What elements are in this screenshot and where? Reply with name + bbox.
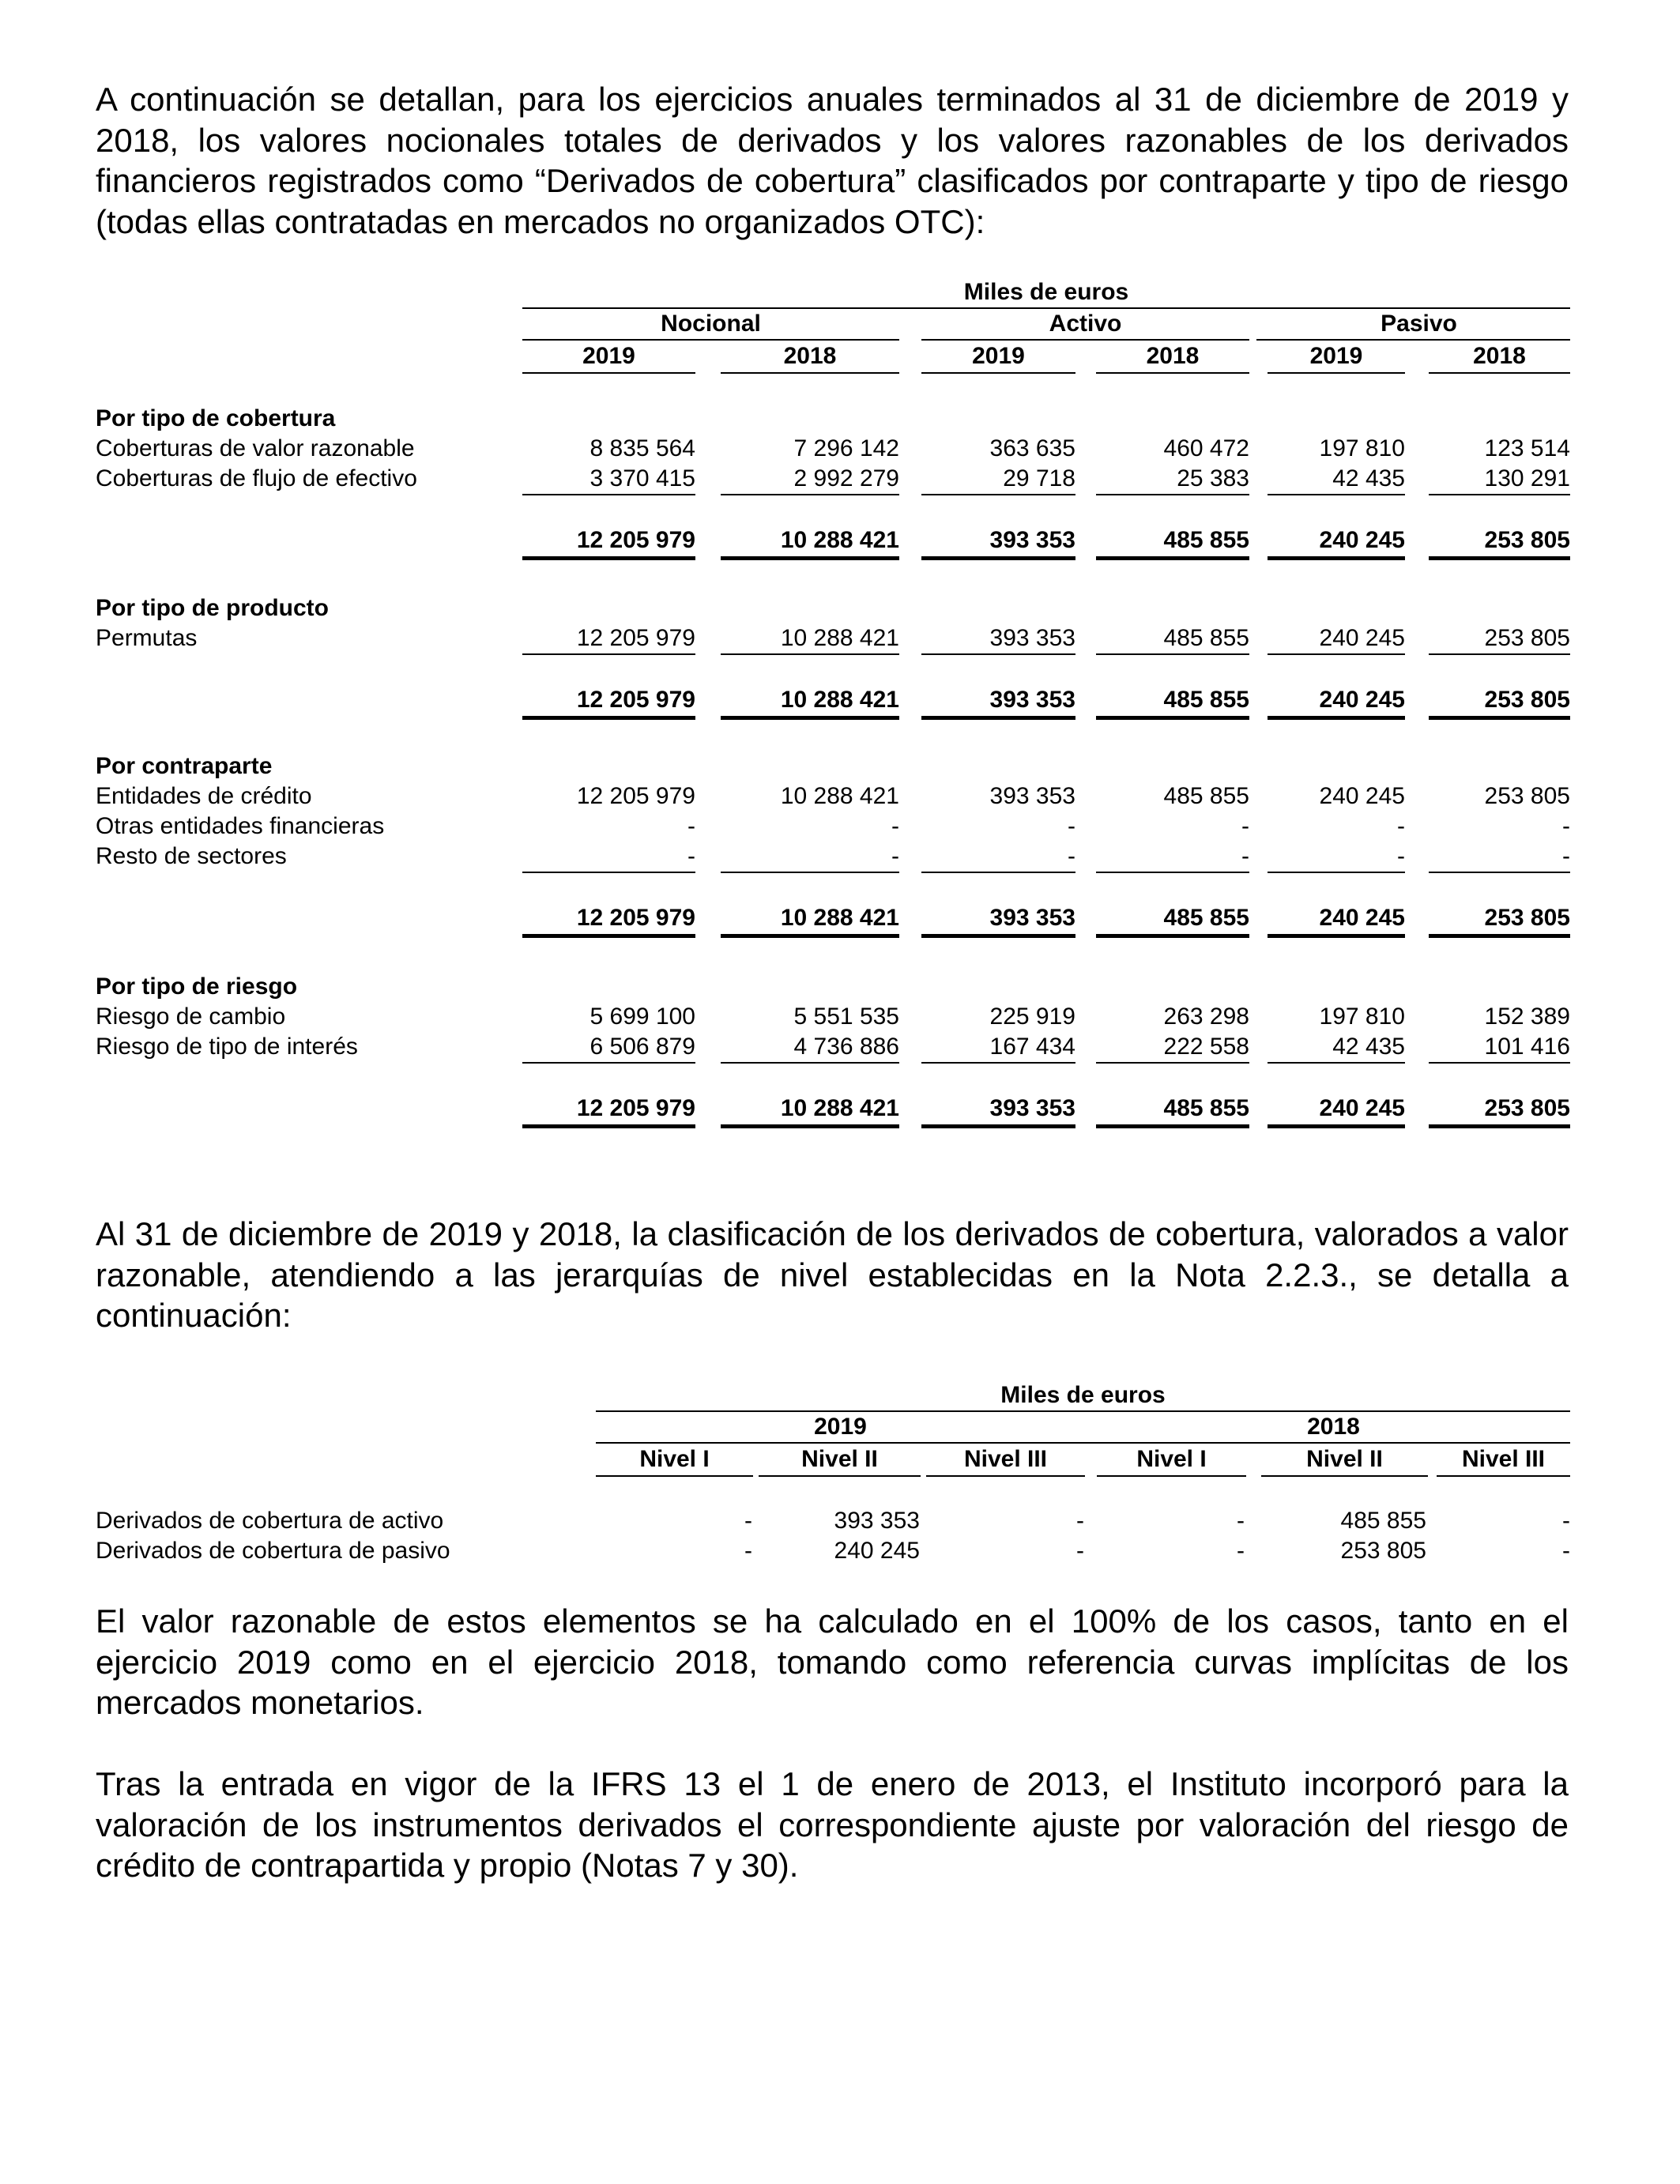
subtotal-rule — [1268, 494, 1405, 495]
cell-value: 197 810 — [1319, 435, 1405, 461]
fair-value-method-paragraph: El valor razonable de estos elementos se ha calculado en el 100% de los casos, tanto en el ejercicio 2019 como en el ejercicio 2018, tomando como referencia curvas implícitas de los mercados monetarios. — [96, 1602, 1569, 1721]
total-double-rule — [721, 934, 899, 938]
table1-year-header: 2019 — [582, 343, 635, 369]
table1-year-rule — [921, 372, 1075, 374]
cell-value: - — [687, 813, 695, 839]
total-value: 393 353 — [989, 527, 1075, 553]
table1-unit-label: Miles de euros — [963, 279, 1129, 305]
section-title: Por contraparte — [96, 753, 273, 779]
subtotal-rule — [1429, 494, 1570, 495]
cell-value: 6 506 879 — [590, 1034, 695, 1060]
total-value: 253 805 — [1484, 905, 1570, 931]
subtotal-rule — [1429, 653, 1570, 655]
total-value: 485 855 — [1163, 527, 1249, 553]
ifrs13-paragraph: Tras la entrada en vigor de la IFRS 13 el 1 de enero de 2013, el Instituto incorporó para la valoración de los instrumentos derivados el correspondiente ajuste por valoración del riesgo de crédito de contrapartida y propio (Notas 7 y 30). — [96, 1765, 1569, 1884]
subtotal-rule — [522, 872, 695, 873]
subtotal-rule — [921, 494, 1075, 495]
cell-value: 485 855 — [1163, 783, 1249, 809]
subtotal-rule — [921, 872, 1075, 873]
cell-value: 263 298 — [1163, 1004, 1249, 1030]
cell-value: - — [891, 843, 899, 869]
cell-value: 393 353 — [989, 625, 1075, 651]
cell-value: 42 435 — [1332, 1034, 1405, 1060]
total-double-rule — [721, 716, 899, 720]
subtotal-rule — [1429, 872, 1570, 873]
cell-value: 222 558 — [1163, 1034, 1249, 1060]
total-value: 253 805 — [1484, 1095, 1570, 1121]
table1-year-header: 2018 — [783, 343, 837, 369]
hierarchy-paragraph: Al 31 de diciembre de 2019 y 2018, la clasificación de los derivados de cobertura, valorados a valor razonable, atendiendo a las jerarquías de nivel establecidas en la Nota 2.2.3., se detalla a continuación: — [96, 1215, 1569, 1334]
subtotal-rule — [522, 653, 695, 655]
table1-unit-rule — [522, 307, 1570, 309]
total-double-rule — [1096, 716, 1249, 720]
subtotal-rule — [1268, 872, 1405, 873]
cell-value: 5 551 535 — [793, 1004, 899, 1030]
row-label: Coberturas de valor razonable — [96, 435, 415, 461]
total-value: 10 288 421 — [780, 905, 899, 931]
cell-value: 240 245 — [1319, 783, 1405, 809]
total-double-rule — [1096, 934, 1249, 938]
total-double-rule — [1268, 934, 1405, 938]
total-double-rule — [1429, 1124, 1570, 1128]
subtotal-rule — [1268, 1062, 1405, 1064]
cell-value: - — [1237, 1538, 1245, 1564]
cell-value: 8 835 564 — [590, 435, 695, 461]
row-label: Otras entidades financieras — [96, 813, 385, 839]
cell-value: 225 919 — [989, 1004, 1075, 1030]
subtotal-rule — [721, 1062, 899, 1064]
table1-year-header: 2019 — [972, 343, 1025, 369]
total-value: 253 805 — [1484, 527, 1570, 553]
section-title: Por tipo de riesgo — [96, 973, 298, 1000]
total-value: 10 288 421 — [780, 527, 899, 553]
total-double-rule — [522, 934, 695, 938]
total-value: 12 205 979 — [576, 687, 695, 713]
cell-value: 485 855 — [1340, 1508, 1426, 1534]
cell-value: - — [1397, 843, 1405, 869]
cell-value: 393 353 — [834, 1508, 920, 1534]
total-double-rule — [921, 716, 1075, 720]
subtotal-rule — [1096, 653, 1249, 655]
cell-value: - — [1076, 1538, 1084, 1564]
total-value: 485 855 — [1163, 905, 1249, 931]
cell-value: - — [1562, 813, 1570, 839]
subtotal-rule — [522, 494, 695, 495]
subtotal-rule — [1096, 494, 1249, 495]
cell-value: 123 514 — [1484, 435, 1570, 461]
table2-level-header: Nivel III — [1461, 1446, 1546, 1472]
table2-level-header: Nivel II — [801, 1446, 878, 1472]
table2-level-rule — [759, 1475, 921, 1477]
cell-value: - — [1237, 1508, 1245, 1534]
subtotal-rule — [1268, 653, 1405, 655]
total-double-rule — [1096, 556, 1249, 560]
cell-value: - — [1562, 1538, 1570, 1564]
cell-value: 10 288 421 — [780, 625, 899, 651]
table2-level-rule — [596, 1475, 753, 1477]
cell-value: 152 389 — [1484, 1004, 1570, 1030]
row-label: Derivados de cobertura de activo — [96, 1508, 444, 1534]
cell-value: 460 472 — [1163, 435, 1249, 461]
total-double-rule — [522, 1124, 695, 1128]
total-double-rule — [1268, 1124, 1405, 1128]
cell-value: 167 434 — [989, 1034, 1075, 1060]
table1-year-rule — [721, 372, 899, 374]
cell-value: - — [1241, 813, 1249, 839]
row-label: Coberturas de flujo de efectivo — [96, 465, 417, 491]
table2-unit-rule — [596, 1410, 1570, 1412]
subtotal-rule — [721, 653, 899, 655]
total-double-rule — [721, 556, 899, 560]
total-double-rule — [921, 934, 1075, 938]
cell-value: - — [1076, 1508, 1084, 1534]
total-value: 393 353 — [989, 687, 1075, 713]
row-label: Derivados de cobertura de pasivo — [96, 1538, 450, 1564]
total-double-rule — [921, 1124, 1075, 1128]
table2-level-header: Nivel I — [639, 1446, 710, 1472]
total-value: 393 353 — [989, 905, 1075, 931]
table2-level-header: Nivel II — [1306, 1446, 1383, 1472]
total-double-rule — [1429, 556, 1570, 560]
total-double-rule — [522, 556, 695, 560]
table1-group-rule — [921, 339, 1249, 341]
total-value: 485 855 — [1163, 687, 1249, 713]
total-value: 10 288 421 — [780, 687, 899, 713]
row-label: Resto de sectores — [96, 843, 287, 869]
table1-group-rule — [522, 339, 899, 341]
total-value: 240 245 — [1319, 905, 1405, 931]
cell-value: 197 810 — [1319, 1004, 1405, 1030]
row-label: Entidades de crédito — [96, 783, 312, 809]
cell-value: 3 370 415 — [590, 465, 695, 491]
total-value: 240 245 — [1319, 527, 1405, 553]
cell-value: - — [1562, 843, 1570, 869]
row-label: Riesgo de tipo de interés — [96, 1034, 358, 1060]
total-value: 253 805 — [1484, 687, 1570, 713]
total-double-rule — [921, 556, 1075, 560]
subtotal-rule — [921, 653, 1075, 655]
subtotal-rule — [1429, 1062, 1570, 1064]
cell-value: - — [1241, 843, 1249, 869]
table1-year-rule — [1096, 372, 1249, 374]
cell-value: 253 805 — [1484, 625, 1570, 651]
total-value: 12 205 979 — [576, 905, 695, 931]
row-label: Permutas — [96, 625, 198, 651]
cell-value: 240 245 — [1319, 625, 1405, 651]
cell-value: - — [744, 1508, 752, 1534]
subtotal-rule — [721, 872, 899, 873]
table2-unit-label: Miles de euros — [1000, 1382, 1166, 1408]
cell-value: - — [891, 813, 899, 839]
total-value: 240 245 — [1319, 1095, 1405, 1121]
cell-value: 5 699 100 — [590, 1004, 695, 1030]
cell-value: - — [1397, 813, 1405, 839]
section-title: Por tipo de producto — [96, 595, 329, 621]
total-double-rule — [1268, 556, 1405, 560]
total-value: 10 288 421 — [780, 1095, 899, 1121]
cell-value: 253 805 — [1340, 1538, 1426, 1564]
total-value: 485 855 — [1163, 1095, 1249, 1121]
cell-value: 393 353 — [989, 783, 1075, 809]
section-title: Por tipo de cobertura — [96, 405, 336, 431]
total-value: 12 205 979 — [576, 527, 695, 553]
subtotal-rule — [1096, 872, 1249, 873]
table1-group-header: Activo — [1049, 311, 1122, 337]
total-double-rule — [721, 1124, 899, 1128]
table2-year-header: 2018 — [1307, 1414, 1360, 1440]
cell-value: 2 992 279 — [793, 465, 899, 491]
cell-value: 240 245 — [834, 1538, 920, 1564]
cell-value: 130 291 — [1484, 465, 1570, 491]
table1-year-rule — [522, 372, 695, 374]
table2-year-header: 2019 — [814, 1414, 867, 1440]
cell-value: 4 736 886 — [793, 1034, 899, 1060]
total-value: 240 245 — [1319, 687, 1405, 713]
cell-value: 7 296 142 — [793, 435, 899, 461]
table1-year-header: 2018 — [1473, 343, 1526, 369]
cell-value: - — [1068, 813, 1075, 839]
subtotal-rule — [721, 494, 899, 495]
row-label: Riesgo de cambio — [96, 1004, 286, 1030]
subtotal-rule — [1096, 1062, 1249, 1064]
cell-value: - — [687, 843, 695, 869]
table1-group-header: Pasivo — [1381, 311, 1457, 337]
cell-value: 253 805 — [1484, 783, 1570, 809]
total-double-rule — [1096, 1124, 1249, 1128]
total-double-rule — [522, 716, 695, 720]
cell-value: 363 635 — [989, 435, 1075, 461]
cell-value: - — [1068, 843, 1075, 869]
table1-group-rule — [1256, 339, 1570, 341]
table1-group-header: Nocional — [661, 311, 761, 337]
cell-value: 10 288 421 — [780, 783, 899, 809]
table1-year-rule — [1268, 372, 1405, 374]
total-value: 12 205 979 — [576, 1095, 695, 1121]
table2-level-header: Nivel I — [1136, 1446, 1207, 1472]
table1-year-rule — [1429, 372, 1570, 374]
cell-value: - — [744, 1538, 752, 1564]
cell-value: 12 205 979 — [576, 783, 695, 809]
table2-year-rule — [596, 1442, 1570, 1444]
cell-value: 485 855 — [1163, 625, 1249, 651]
cell-value: 101 416 — [1484, 1034, 1570, 1060]
cell-value: 12 205 979 — [576, 625, 695, 651]
total-double-rule — [1429, 716, 1570, 720]
table2-level-rule — [1437, 1475, 1570, 1477]
table2-level-rule — [1097, 1475, 1246, 1477]
cell-value: 29 718 — [1003, 465, 1075, 491]
total-double-rule — [1429, 934, 1570, 938]
table1-year-header: 2019 — [1309, 343, 1363, 369]
intro-paragraph: A continuación se detallan, para los ejercicios anuales terminados al 31 de diciembre de 2019 y 2018, los valores nocionales totales de derivados y los valores razonables de los derivados financieros registrados como “Derivados de cobertura” clasificados por contraparte y tipo de riesgo (todas ellas contratadas en mercados no organizados OTC): — [96, 81, 1569, 240]
total-value: 393 353 — [989, 1095, 1075, 1121]
subtotal-rule — [522, 1062, 695, 1064]
table2-level-rule — [926, 1475, 1085, 1477]
table2-level-rule — [1261, 1475, 1428, 1477]
cell-value: 25 383 — [1177, 465, 1249, 491]
table1-year-header: 2018 — [1146, 343, 1200, 369]
cell-value: - — [1562, 1508, 1570, 1534]
total-double-rule — [1268, 716, 1405, 720]
table2-level-header: Nivel III — [963, 1446, 1048, 1472]
subtotal-rule — [921, 1062, 1075, 1064]
cell-value: 42 435 — [1332, 465, 1405, 491]
